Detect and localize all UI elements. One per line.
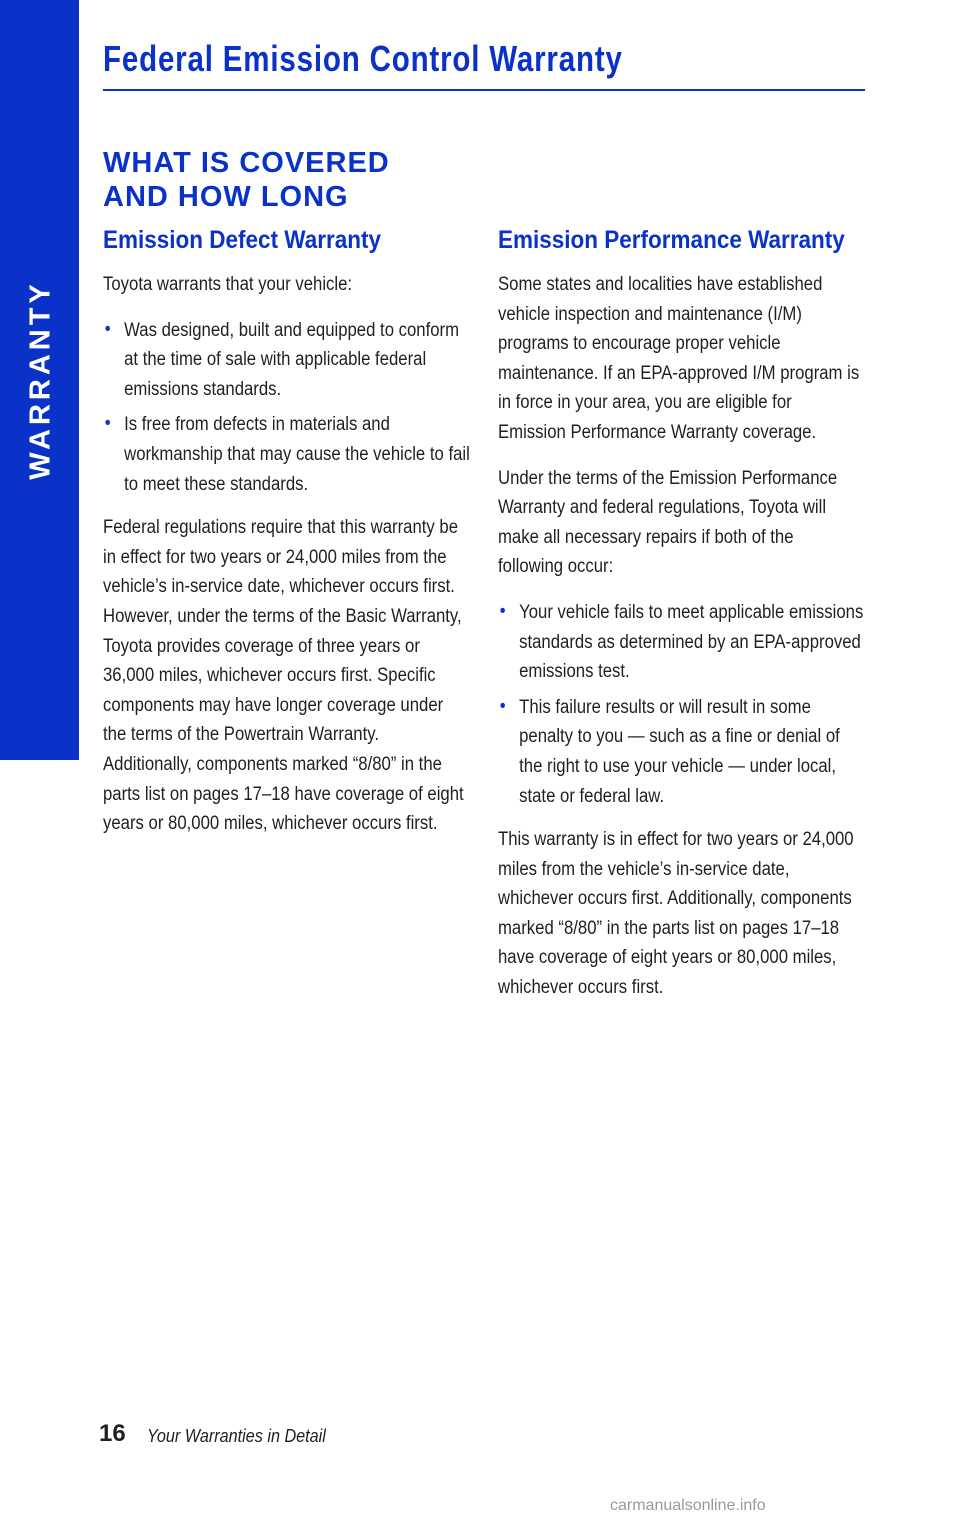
footer-section-title: Your Warranties in Detail [147, 1426, 326, 1446]
bullet-icon: • [499, 600, 506, 622]
defect-body: Federal regulations require that this warranty be in effect for two years or 24,000 miles from the vehicle’s in-service date, whichever occurs first. However, under the terms of the Basic Warranty, Toyota provides coverage of three years or 36,000 miles, whichever occurs first. Specific components may have longer coverage under the terms of the Powertrain Warranty. Additionally, components marked “8/80” in the parts list on pages 17–18 have coverage of eight years or 80,000 miles, whichever occurs first. [103, 517, 464, 835]
page-number: 16 [99, 1420, 126, 1447]
performance-terms: Under the terms of the Emission Performance Warranty and federal regulations, Toyota will make all necessary repairs if both of the following occur: [498, 467, 838, 578]
performance-closing: This warranty is in effect for two years or 24,000 miles from the vehicle’s in-service date, whichever occurs first. Additionally, components marked “8/80” in the parts list on pages 17–18 have coverage of eight years or 80,000 miles, whichever occurs first. [498, 829, 854, 999]
page-title: Federal Emission Control Warranty [103, 38, 623, 79]
bullet-text: This failure results or will result in some penalty to you — such as a fine or denial of the right to use your vehicle — under local, state or federal law. [519, 696, 840, 807]
bullet-text: Was designed, built and equipped to conform at the time of sale with applicable federal emissions standards. [124, 319, 460, 400]
bullet-icon: • [104, 318, 111, 340]
performance-heading: Emission Performance Warranty [498, 226, 845, 254]
watermark: carmanualsonline.info [610, 1497, 766, 1514]
list-item [103, 316, 472, 405]
defect-bullet-list [103, 316, 471, 500]
list-item [498, 598, 867, 687]
section-heading: WHAT IS COVERED AND HOW LONG [103, 147, 390, 213]
list-item [103, 410, 472, 499]
side-tab-label: WARRANTY [24, 280, 57, 480]
performance-intro: Some states and localities have established vehicle inspection and maintenance (I/M) programs to encourage proper vehicle maintenance. If an EPA-approved I/M program is in force in your area, you are eligible for Emission Performance Warranty coverage. [498, 274, 860, 443]
bullet-text: Your vehicle fails to meet applicable emissions standards as determined by an EPA-approved emissions test. [519, 601, 864, 683]
emission-performance-column [498, 225, 866, 1019]
bullet-text: Is free from defects in materials and workmanship that may cause the vehicle to fail to meet these standards. [124, 414, 470, 495]
emission-defect-column [103, 225, 471, 855]
list-item [498, 693, 867, 811]
defect-heading: Emission Defect Warranty [103, 226, 382, 254]
performance-bullet-list [498, 598, 866, 811]
side-tab [0, 0, 79, 760]
bullet-icon: • [499, 695, 506, 717]
defect-intro: Toyota warrants that your vehicle: [103, 274, 353, 295]
title-divider [103, 89, 865, 91]
bullet-icon: • [104, 413, 111, 435]
